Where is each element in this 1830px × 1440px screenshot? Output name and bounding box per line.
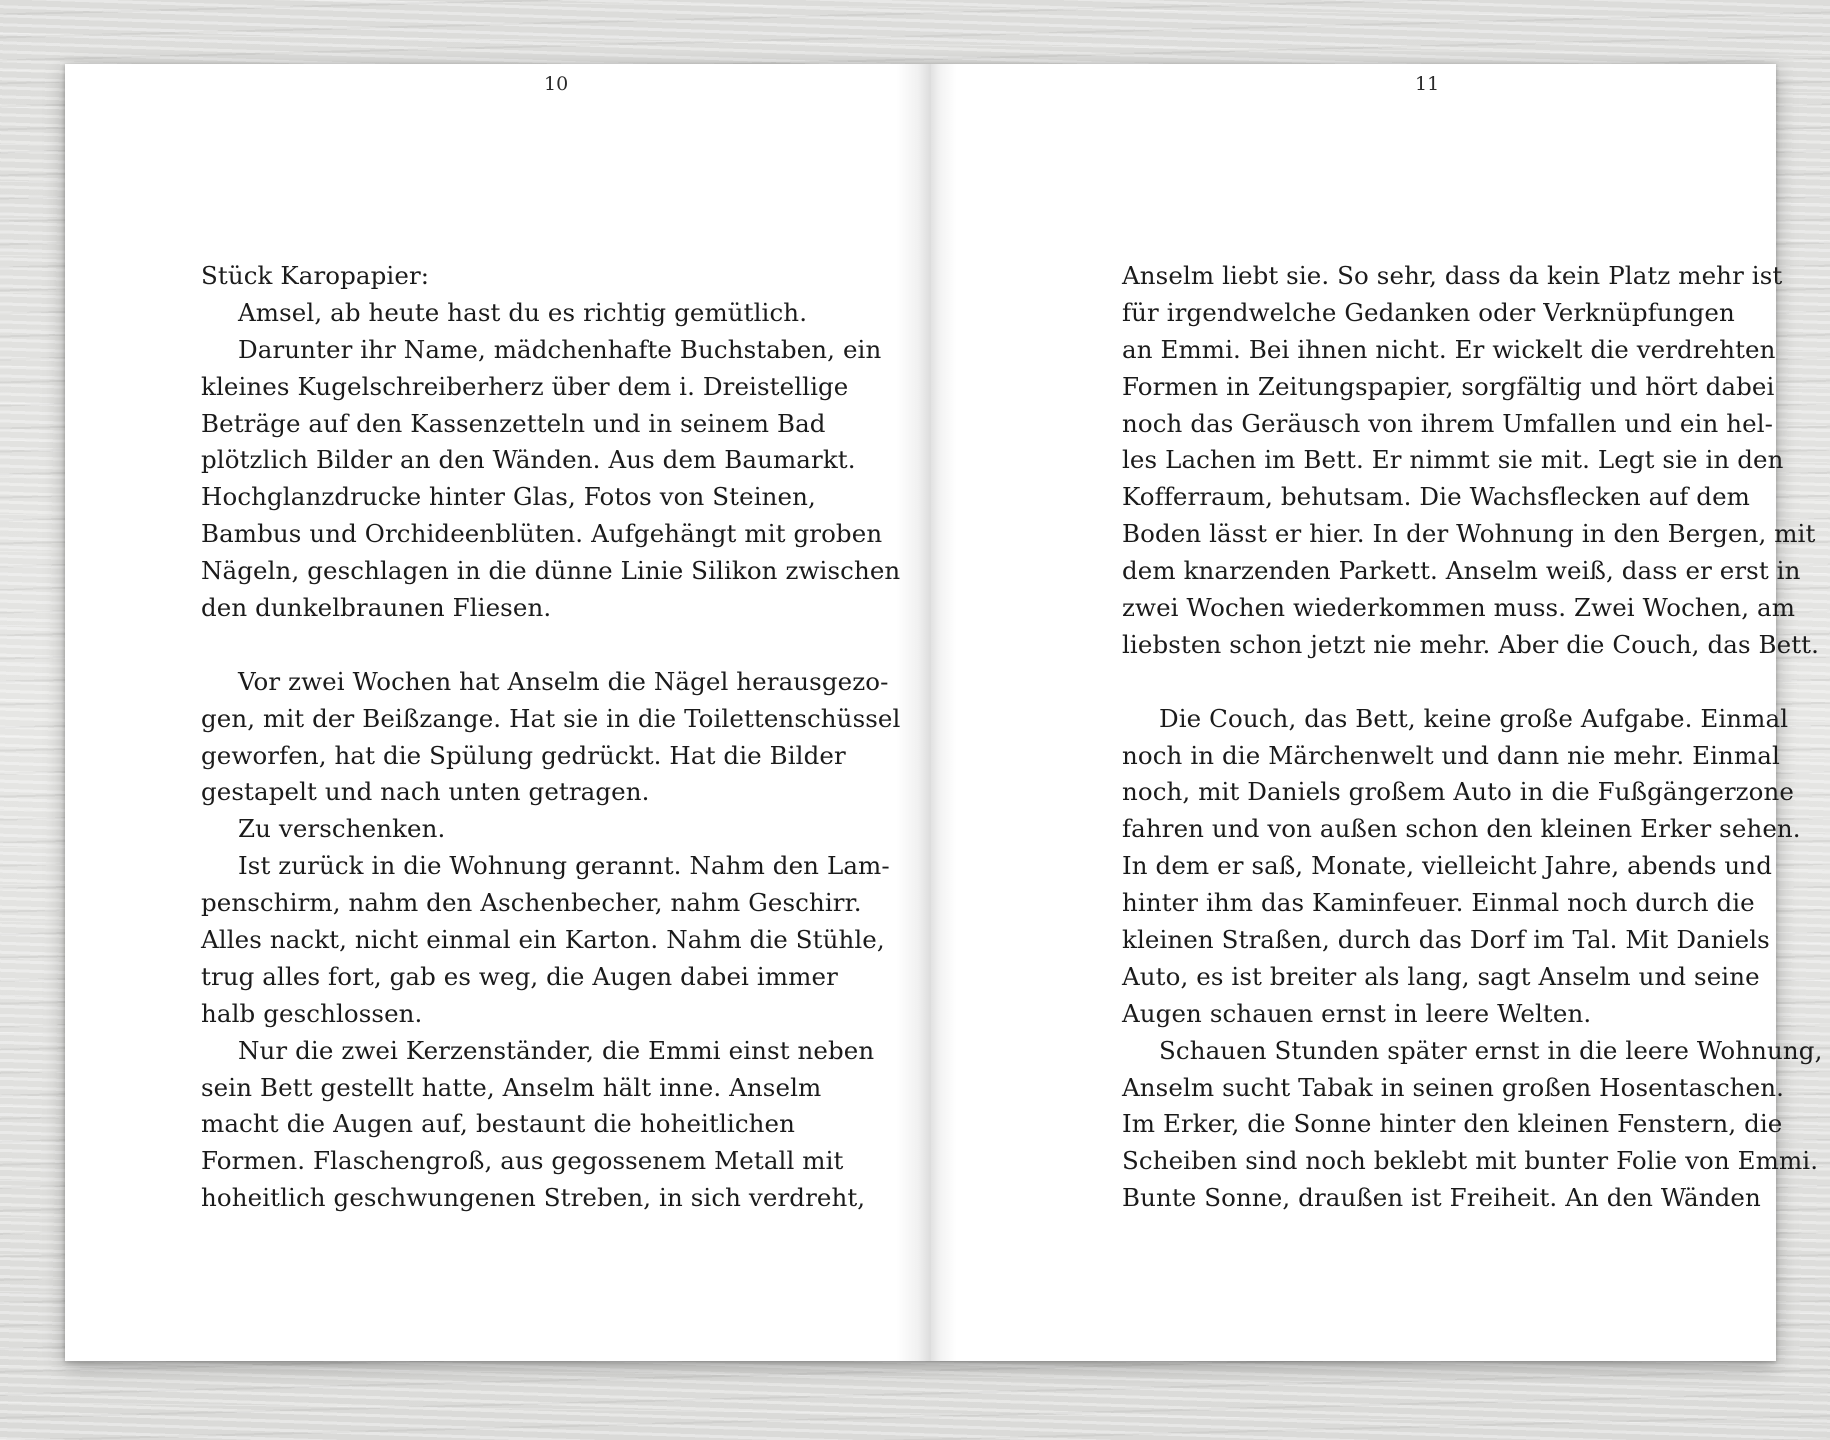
- text-line: hoheitlich geschwungenen Streben, in sich verdreht,: [201, 1183, 866, 1213]
- text-line: Alles nackt, nicht einmal ein Karton. Nahm die Stühle,: [201, 925, 885, 955]
- text-line: den dunkelbraunen Fliesen.: [201, 593, 552, 623]
- text-line: Bambus und Orchideenblüten. Aufgehängt mit groben: [201, 519, 883, 549]
- right-page-text: [1122, 258, 1823, 1217]
- text-line: Scheiben sind noch beklebt mit bunter Folie von Emmi.: [1122, 1146, 1819, 1176]
- text-line: fahren und von außen schon den kleinen Erker sehen.: [1122, 814, 1801, 844]
- text-line: Hochglanzdrucke hinter Glas, Fotos von Steinen,: [201, 482, 816, 512]
- text-line: Nur die zwei Kerzenständer, die Emmi einst neben: [238, 1035, 875, 1065]
- text-line: [201, 627, 795, 664]
- text-line: noch das Geräusch von ihrem Umfallen und ein hel-: [1122, 408, 1774, 438]
- text-line: Die Couch, das Bett, keine große Aufgabe. Einmal: [1159, 703, 1789, 733]
- text-line: Anselm liebt sie. So sehr, dass da kein Platz mehr ist: [1122, 261, 1783, 290]
- text-line: macht die Augen auf, bestaunt die hoheitlichen: [201, 1109, 795, 1139]
- text-line: [1122, 664, 1716, 701]
- text-line: Im Erker, die Sonne hinter den kleinen Fenstern, die: [1122, 1109, 1783, 1139]
- left-page-text: [201, 258, 901, 1217]
- text-line: Beträge auf den Kassenzetteln und in seinem Bad: [201, 408, 826, 438]
- text-line: dem knarzenden Parkett. Anselm weiß, dass er erst in: [1122, 556, 1801, 586]
- text-line: Ist zurück in die Wohnung gerannt. Nahm den Lam-: [238, 851, 890, 881]
- text-line: Boden lässt er hier. In der Wohnung in den Bergen, mit: [1122, 519, 1816, 549]
- text-line: Vor zwei Wochen hat Anselm die Nägel herausgezo-: [238, 666, 889, 696]
- left-page: [65, 64, 931, 1361]
- text-line: penschirm, nahm den Aschenbecher, nahm Geschirr.: [201, 888, 862, 918]
- text-line: noch in die Märchenwelt und dann nie mehr. Einmal: [1122, 740, 1780, 770]
- right-page: [931, 64, 1823, 1361]
- text-line: liebsten schon jetzt nie mehr. Aber die Couch, das Bett.: [1122, 629, 1819, 659]
- text-line: sein Bett gestellt hatte, Anselm hält inne. Anselm: [201, 1072, 822, 1102]
- text-line: kleinen Straßen, durch das Dorf im Tal. Mit Daniels: [1122, 925, 1770, 955]
- text-line: Stück Karopapier:: [201, 261, 430, 290]
- text-line: trug alles fort, gab es weg, die Augen dabei immer: [201, 961, 838, 991]
- text-line: Auto, es ist breiter als lang, sagt Anselm und seine: [1122, 961, 1760, 991]
- text-line: In dem er saß, Monate, vielleicht Jahre, abends und: [1122, 851, 1772, 881]
- text-line: geworfen, hat die Spülung gedrückt. Hat die Bilder: [201, 740, 846, 770]
- text-line: kleines Kugelschreiberherz über dem i. Dreistellige: [201, 371, 849, 401]
- text-line: an Emmi. Bei ihnen nicht. Er wickelt die verdrehten: [1122, 334, 1776, 364]
- text-line: gen, mit der Beißzange. Hat sie in die Toilettenschüssel: [201, 703, 901, 733]
- right-page-number: 11: [1415, 73, 1440, 95]
- text-line: für irgendwelche Gedanken oder Verknüpfungen: [1122, 297, 1735, 327]
- text-line: Anselm sucht Tabak in seinen großen Hosentaschen.: [1122, 1072, 1785, 1102]
- text-line: Formen. Flaschengroß, aus gegossenem Metall mit: [201, 1146, 844, 1176]
- text-line: Darunter ihr Name, mädchenhafte Buchstaben, ein: [238, 334, 882, 364]
- text-line: Formen in Zeitungspapier, sorgfältig und hört dabei: [1122, 371, 1775, 401]
- text-line: plötzlich Bilder an den Wänden. Aus dem Baumarkt.: [201, 445, 856, 475]
- text-line: hinter ihm das Kaminfeuer. Einmal noch durch die: [1122, 888, 1755, 918]
- text-line: Nägeln, geschlagen in die dünne Linie Silikon zwischen: [201, 556, 901, 586]
- text-line: Amsel, ab heute hast du es richtig gemütlich.: [238, 297, 808, 327]
- text-line: Bunte Sonne, draußen ist Freiheit. An den Wänden: [1122, 1183, 1761, 1213]
- left-page-number: 10: [544, 73, 569, 95]
- text-line: halb geschlossen.: [201, 998, 423, 1028]
- text-line: Kofferraum, behutsam. Die Wachsflecken auf dem: [1122, 482, 1751, 512]
- text-line: noch, mit Daniels großem Auto in die Fußgängerzone: [1122, 777, 1795, 807]
- text-line: gestapelt und nach unten getragen.: [201, 777, 650, 807]
- text-line: Schauen Stunden später ernst in die leere Wohnung,: [1159, 1035, 1823, 1065]
- text-line: Augen schauen ernst in leere Welten.: [1122, 998, 1592, 1028]
- text-line: zwei Wochen wiederkommen muss. Zwei Wochen, am: [1122, 593, 1796, 623]
- open-book: [65, 64, 1823, 1361]
- text-line: Zu verschenken.: [238, 814, 446, 844]
- text-line: les Lachen im Bett. Er nimmt sie mit. Legt sie in den: [1122, 445, 1784, 475]
